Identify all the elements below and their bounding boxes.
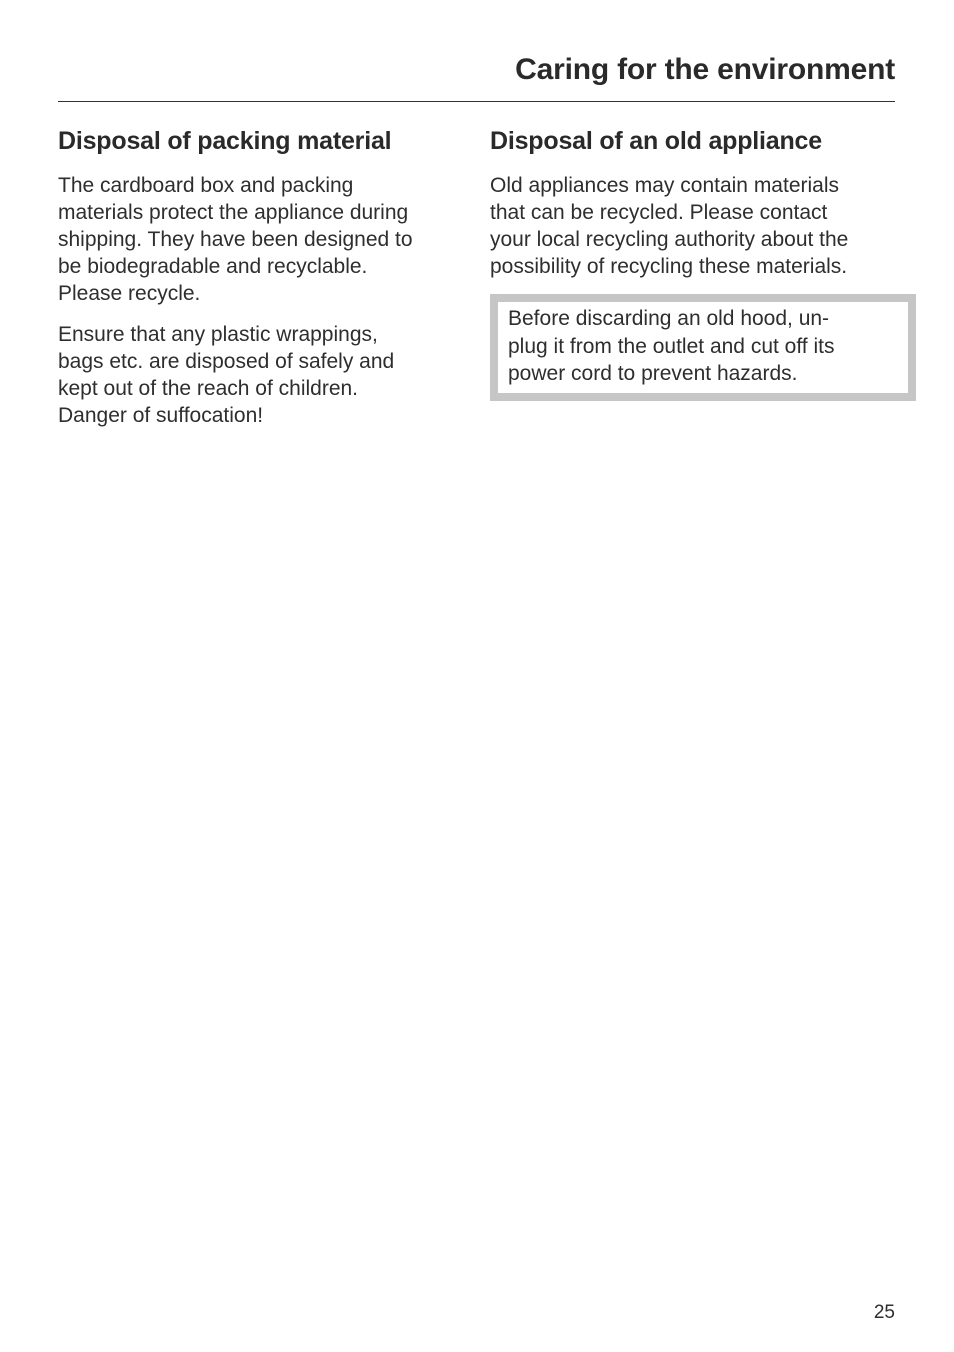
text-line: bags etc. are disposed of safely and: [58, 350, 395, 373]
page-title: Caring for the environment: [515, 53, 895, 86]
text-line: kept out of the reach of children.: [58, 377, 359, 400]
packing-material-section: [58, 124, 458, 443]
text-line: Please recycle.: [58, 282, 201, 305]
text-line: Before discarding an old hood, un-: [508, 307, 830, 330]
text-line: Old appliances may contain materials: [490, 174, 840, 197]
text-line: shipping. They have been designed to: [58, 228, 413, 251]
text-line: materials protect the appliance during: [58, 201, 409, 224]
text-line: your local recycling authority about the: [490, 228, 849, 251]
section-heading-old-appliance: Disposal of an old appliance: [490, 127, 822, 155]
section-heading-packing: Disposal of packing material: [58, 127, 392, 155]
text-line: power cord to prevent hazards.: [508, 362, 798, 385]
page-header: [58, 52, 895, 102]
text-line: be biodegradable and recyclable.: [58, 255, 368, 278]
old-appliance-recycle-paragraph: [490, 172, 896, 280]
warning-box: [490, 294, 916, 401]
text-line: that can be recycled. Please contact: [490, 201, 828, 224]
page-number: 25: [873, 1302, 895, 1323]
packing-recycle-paragraph: [58, 172, 458, 307]
text-line: plug it from the outlet and cut off its: [508, 334, 835, 358]
warning-text: [508, 305, 898, 388]
text-line: Danger of suffocation!: [58, 404, 264, 427]
suffocation-warning-paragraph: [58, 321, 458, 429]
text-line: The cardboard box and packing: [58, 174, 354, 197]
text-line: Ensure that any plastic wrappings,: [58, 323, 378, 346]
text-line: possibility of recycling these materials.: [490, 255, 848, 278]
old-appliance-section: [490, 124, 896, 401]
